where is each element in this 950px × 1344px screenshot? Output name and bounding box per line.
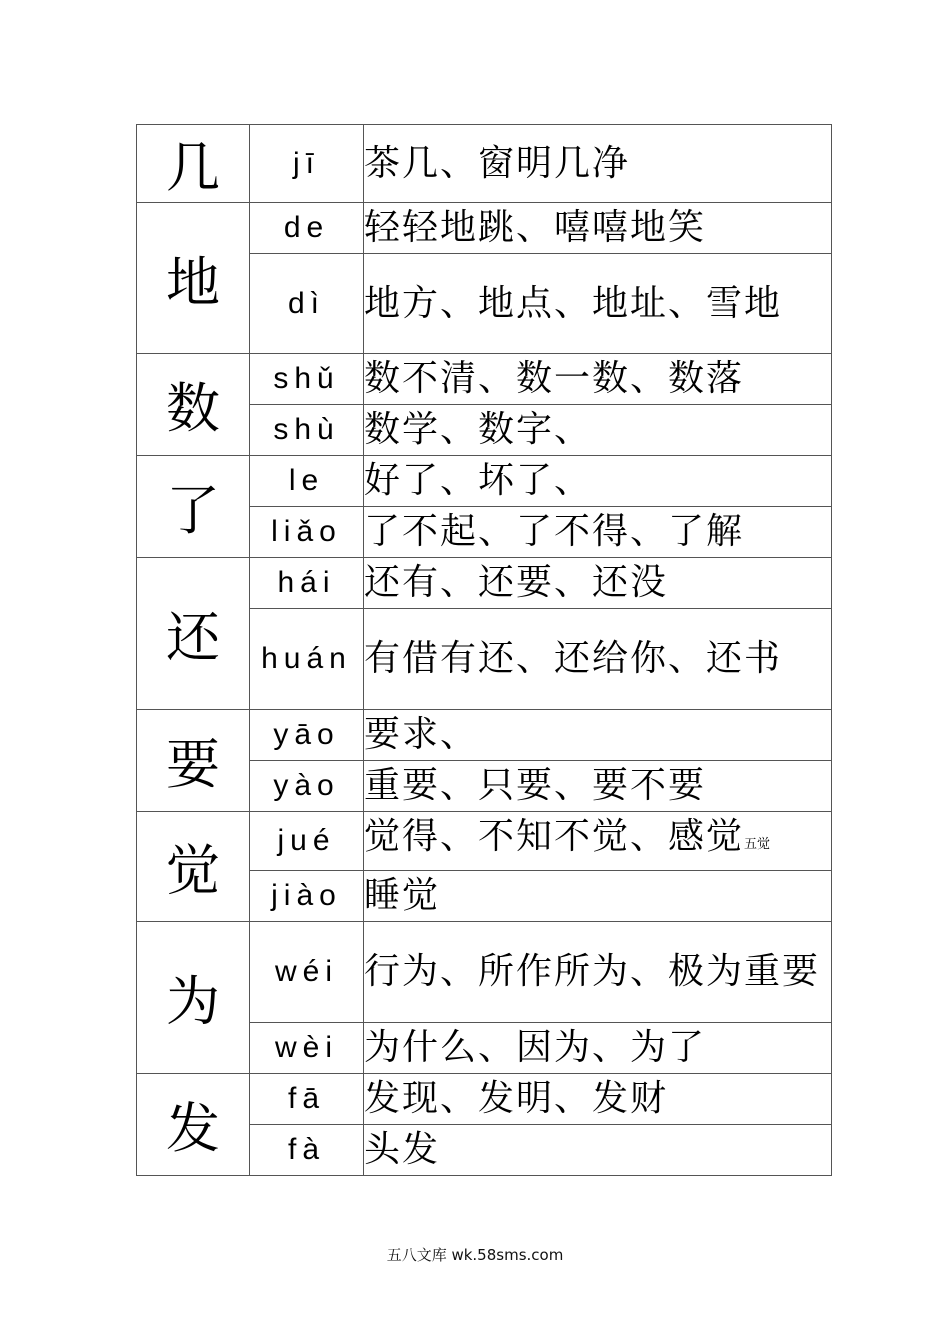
polyphonic-character-table bbox=[136, 124, 832, 1176]
example-words-text: 还有、还要、还没 bbox=[364, 562, 669, 603]
example-words-text: 为什么、因为、为了 bbox=[364, 1027, 707, 1068]
example-words-text: 头发 bbox=[364, 1129, 441, 1170]
reading-row bbox=[137, 203, 832, 254]
example-words-cell bbox=[364, 812, 832, 871]
pinyin-cell: dì bbox=[250, 254, 364, 354]
example-words-cell bbox=[364, 203, 832, 254]
example-words-text: 地方、地点、地址、雪地 bbox=[364, 282, 783, 324]
example-words-text: 发现、发明、发财 bbox=[364, 1078, 669, 1119]
reading-row bbox=[137, 812, 832, 871]
example-words-text: 要求、 bbox=[364, 714, 479, 755]
pinyin-cell: jī bbox=[250, 125, 364, 203]
character-cell: 还 bbox=[137, 558, 250, 710]
pinyin-cell: fā bbox=[250, 1074, 364, 1125]
pinyin-cell: hái bbox=[250, 558, 364, 609]
footer-watermark: 五八文库 wk.58sms.com bbox=[386, 1246, 564, 1264]
pinyin-cell: fà bbox=[250, 1125, 364, 1176]
example-words-text: 觉得、不知不觉、感觉 bbox=[364, 816, 745, 857]
reading-row bbox=[137, 558, 832, 609]
example-words-cell bbox=[364, 125, 832, 203]
pinyin-cell: shù bbox=[250, 405, 364, 456]
example-words-cell bbox=[364, 710, 832, 761]
example-words-cell bbox=[364, 871, 832, 922]
pinyin-cell: jué bbox=[250, 812, 364, 871]
example-words-cell bbox=[364, 354, 832, 405]
character-cell: 地 bbox=[137, 203, 250, 354]
example-words-cell bbox=[364, 1125, 832, 1176]
example-words-text: 好了、坏了、 bbox=[364, 460, 593, 501]
pinyin-cell: liǎo bbox=[250, 507, 364, 558]
example-words-text: 睡觉 bbox=[364, 875, 441, 916]
pinyin-cell: yāo bbox=[250, 710, 364, 761]
example-words-text: 数不清、数一数、数落 bbox=[364, 358, 745, 399]
character-cell: 发 bbox=[137, 1074, 250, 1176]
example-words-cell bbox=[364, 254, 832, 354]
example-words-text: 数学、数字、 bbox=[364, 409, 593, 450]
reading-row bbox=[137, 456, 832, 507]
pinyin-cell: wèi bbox=[250, 1023, 364, 1074]
example-words-text: 行为、所作所为、极为重要 bbox=[364, 951, 821, 992]
example-words-cell bbox=[364, 456, 832, 507]
pinyin-cell: yào bbox=[250, 761, 364, 812]
character-cell: 为 bbox=[137, 922, 250, 1074]
example-words-cell bbox=[364, 507, 832, 558]
example-words-cell bbox=[364, 405, 832, 456]
example-words-cell bbox=[364, 1023, 832, 1074]
example-words-cell bbox=[364, 1074, 832, 1125]
reading-row bbox=[137, 710, 832, 761]
reading-row bbox=[137, 125, 832, 203]
character-cell: 要 bbox=[137, 710, 250, 812]
small-note: 五觉 bbox=[744, 837, 771, 852]
pinyin-cell: wéi bbox=[250, 922, 364, 1023]
example-words-cell bbox=[364, 609, 832, 710]
character-cell: 觉 bbox=[137, 812, 250, 922]
pinyin-cell: shǔ bbox=[250, 354, 364, 405]
character-cell: 了 bbox=[137, 456, 250, 558]
example-words-text: 了不起、了不得、了解 bbox=[364, 511, 745, 552]
example-words-cell bbox=[364, 922, 832, 1023]
pinyin-cell: de bbox=[250, 203, 364, 254]
example-words-cell bbox=[364, 761, 832, 812]
reading-row bbox=[137, 922, 832, 1023]
example-words-text: 有借有还、还给你、还书 bbox=[364, 638, 783, 679]
example-words-text: 重要、只要、要不要 bbox=[364, 765, 707, 806]
reading-row bbox=[137, 354, 832, 405]
example-words-text: 茶几、窗明几净 bbox=[364, 142, 631, 184]
pinyin-cell: le bbox=[250, 456, 364, 507]
example-words-text: 轻轻地跳、嘻嘻地笑 bbox=[364, 207, 707, 248]
reading-row bbox=[137, 1074, 832, 1125]
pinyin-cell: jiào bbox=[250, 871, 364, 922]
character-cell: 几 bbox=[137, 125, 250, 203]
pinyin-cell: huán bbox=[250, 609, 364, 710]
example-words-cell bbox=[364, 558, 832, 609]
character-cell: 数 bbox=[137, 354, 250, 456]
